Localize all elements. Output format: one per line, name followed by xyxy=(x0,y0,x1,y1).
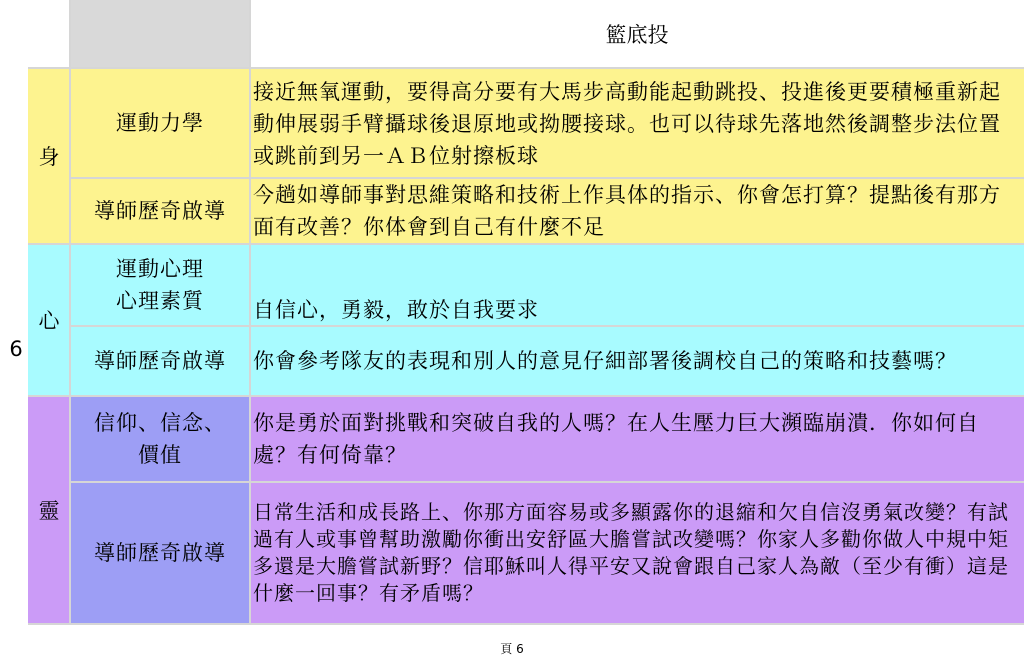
row-label-belief: 信仰、信念、 價值 xyxy=(94,411,226,467)
footer-page-number: 頁 6 xyxy=(500,641,524,656)
grid-line xyxy=(70,325,1024,327)
row-text-mentor-1: 今趟如導師事對思維策略和技術上作具体的指示、你會怎打算？提點後有那方面有改善？你体會到自己有什麼不足 xyxy=(253,183,1001,239)
row-text-mechanics: 接近無氧運動，要得高分要有大馬步高動能起動跳投、投進後更要積極重新起動伸展弱手臂攝球後退原地或拗腰接球。也可以待球先落地然後調整步法位置或跳前到另一ＡＢ位射擦板球 xyxy=(253,80,1001,168)
grid-line xyxy=(69,0,71,624)
row-text-mentor-3: 日常生活和成長路上、你那方面容易或多顯露你的退縮和欠自信沒勇氣改變？有試過有人或事曾幫助激勵你衝出安舒區大膽嘗試改變嗎？你家人多勸你做人中規中矩多還是大膽嘗試新野？信耶穌叫人得平安又說會跟自己家人為敵（至少有衝）這是什麼一回事？有矛盾嗎？ xyxy=(253,500,1009,605)
row-label-mechanics: 運動力學 xyxy=(116,111,204,135)
header-corner-cell xyxy=(70,0,250,68)
header-title: 籃底投 xyxy=(605,23,669,47)
grid-line xyxy=(28,395,1024,397)
row-label-mentor-3: 導師歷奇啟導 xyxy=(94,541,226,565)
side-page-number: 6 xyxy=(9,337,23,361)
section-label-body: 身 xyxy=(38,145,60,169)
row-text-psychology: 自信心，勇毅，敢於自我要求 xyxy=(253,298,539,322)
section-label-mind: 心 xyxy=(38,309,60,333)
grid-line xyxy=(28,67,1024,69)
section-label-spirit: 靈 xyxy=(38,499,60,523)
grid-line xyxy=(28,243,1024,245)
row-text-belief: 你是勇於面對挑戰和突破自我的人嗎？在人生壓力巨大瀕臨崩潰．你如何自處？有何倚靠？ xyxy=(253,411,979,467)
row-label-mentor-2: 導師歷奇啟導 xyxy=(94,349,226,373)
row-text-mentor-2: 你會參考隊友的表現和別人的意見仔細部署後調校自己的策略和技藝嗎？ xyxy=(253,349,957,373)
row-label-mentor-1: 導師歷奇啟導 xyxy=(94,199,226,223)
grid-line xyxy=(249,0,251,624)
row-label-psychology: 運動心理 心理素質 xyxy=(116,257,204,313)
grid-line xyxy=(28,623,1024,625)
grid-line xyxy=(70,177,1024,179)
grid-line xyxy=(70,481,1024,483)
